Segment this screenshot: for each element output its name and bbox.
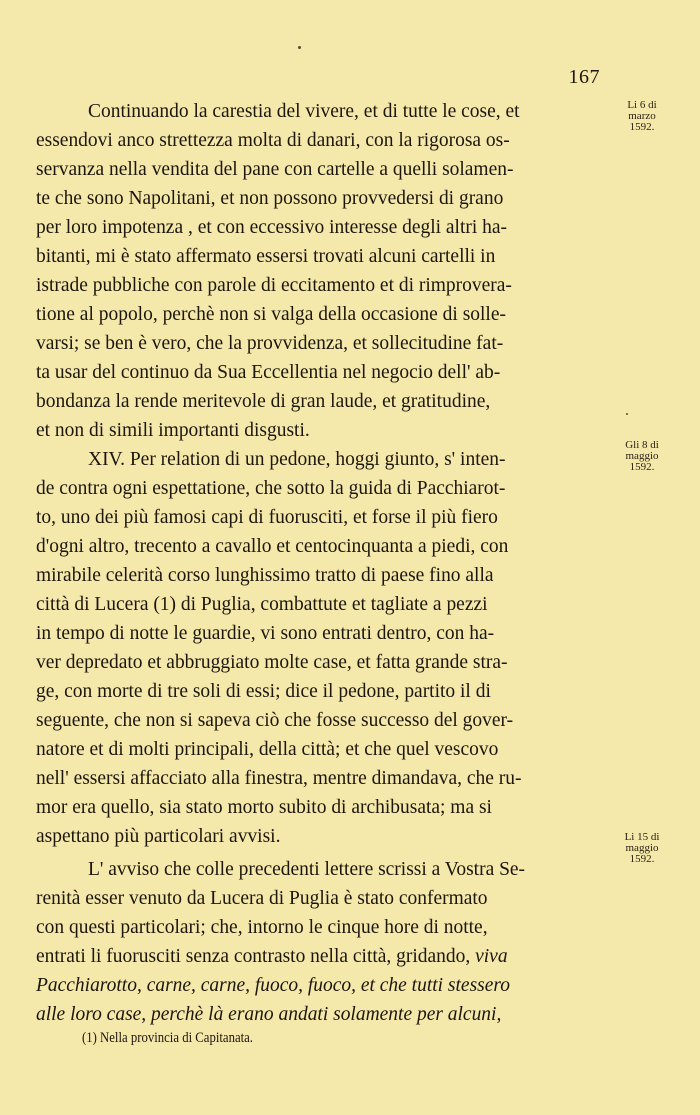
text-line: città di Lucera (1) di Puglia, combattute et tagliate a pezzi [36, 593, 488, 615]
italic-text-line [36, 972, 510, 998]
text-line: in tempo di notte le guardie, vi sono entrati dentro, con ha- [36, 622, 495, 644]
page-number: 167 [568, 66, 600, 88]
text-line [36, 943, 508, 969]
margin-note-date [612, 832, 672, 865]
margin-note-line: Gli 8 di [625, 439, 659, 451]
text-line: to, uno dei più famosi capi di fuorusciti, et forse il più fiero [36, 506, 498, 528]
text-line: seguente, che non si sapeva ciò che fosse successo del gover- [36, 709, 514, 731]
margin-note-line: maggio [625, 450, 659, 462]
italic-text-line [36, 1001, 501, 1027]
margin-note-date [612, 100, 672, 133]
text-line: nell' essersi affacciato alla finestra, mentre dimandava, che ru- [36, 767, 522, 789]
margin-note-line: 1592. [629, 853, 655, 865]
text-line: L' avviso che colle precedenti lettere scrissi a Vostra Se- [88, 858, 526, 880]
text-line: ver depredato et abbruggiato molte case, et fatta grande stra- [36, 651, 508, 673]
text-line: varsi; se ben è vero, che la provvidenza, et sollecitudine fat- [36, 332, 504, 354]
text-line: XIV. Per relation di un pedone, hoggi giunto, s' inten- [88, 448, 506, 470]
italic-text: viva [475, 945, 508, 967]
text-line: mirabile celerità corso lunghissimo tratto di paese fino alla [36, 564, 494, 586]
margin-note-date [612, 440, 672, 473]
paper-speck [298, 46, 301, 49]
text-line: de contra ogni espettatione, che sotto la guida di Pacchiarot- [36, 477, 506, 499]
text-segment: entrati li fuorusciti senza contrasto nella città, gridando, [36, 945, 471, 967]
text-line: per loro impotenza , et con eccessivo interesse degli altri ha- [36, 216, 508, 238]
paper-speck [626, 413, 628, 415]
italic-text: Pacchiarotto, carne, carne, fuoco, fuoco, et che tutti stessero [36, 974, 510, 996]
text-line: natore et di molti principali, della città; et che quel vescovo [36, 738, 499, 760]
text-line: d'ogni altro, trecento a cavallo et centocinquanta a piedi, con [36, 535, 509, 557]
text-line: essendovi anco strettezza molta di danari, con la rigorosa os- [36, 129, 510, 151]
footnote: (1) Nella provincia di Capitanata. [82, 1030, 254, 1046]
text-line: istrade pubbliche con parole di eccitamento et di rimprovera- [36, 274, 512, 296]
text-line: ta usar del continuo da Sua Eccellentia nel negocio dell' ab- [36, 361, 501, 383]
text-line: ge, con morte di tre soli di essi; dice il pedone, partito il di [36, 680, 491, 702]
margin-note-line: 1592. [629, 461, 655, 473]
margin-note-line: maggio [625, 842, 659, 854]
text-line: mor era quello, sia stato morto subito di archibusata; ma si [36, 796, 492, 818]
text-line: con questi particolari; che, intorno le cinque hore di notte, [36, 916, 488, 938]
margin-note-line: 1592. [629, 121, 655, 133]
text-line: te che sono Napolitani, et non possono provvedersi di grano [36, 187, 504, 209]
text-line: servanza nella vendita del pane con cartelle a quelli solamen- [36, 158, 514, 180]
text-line: tione al popolo, perchè non si valga della occasione di solle- [36, 303, 506, 325]
margin-note-line: marzo [628, 110, 656, 122]
text-line: Continuando la carestia del vivere, et di tutte le cose, et [88, 100, 520, 122]
text-line: bondanza la rende meritevole di gran laude, et gratitudine, [36, 390, 491, 412]
text-line: bitanti, mi è stato affermato essersi trovati alcuni cartelli in [36, 245, 496, 267]
text-line: aspettano più particolari avvisi. [36, 825, 281, 847]
text-line: et non di simili importanti disgusti. [36, 419, 310, 441]
italic-text: alle loro case, perchè là erano andati solamente per alcuni, [36, 1003, 502, 1025]
margin-note-line: Li 6 di [627, 99, 657, 111]
margin-note-line: Li 15 di [624, 831, 660, 843]
text-line: renità esser venuto da Lucera di Puglia è stato confermato [36, 887, 488, 909]
